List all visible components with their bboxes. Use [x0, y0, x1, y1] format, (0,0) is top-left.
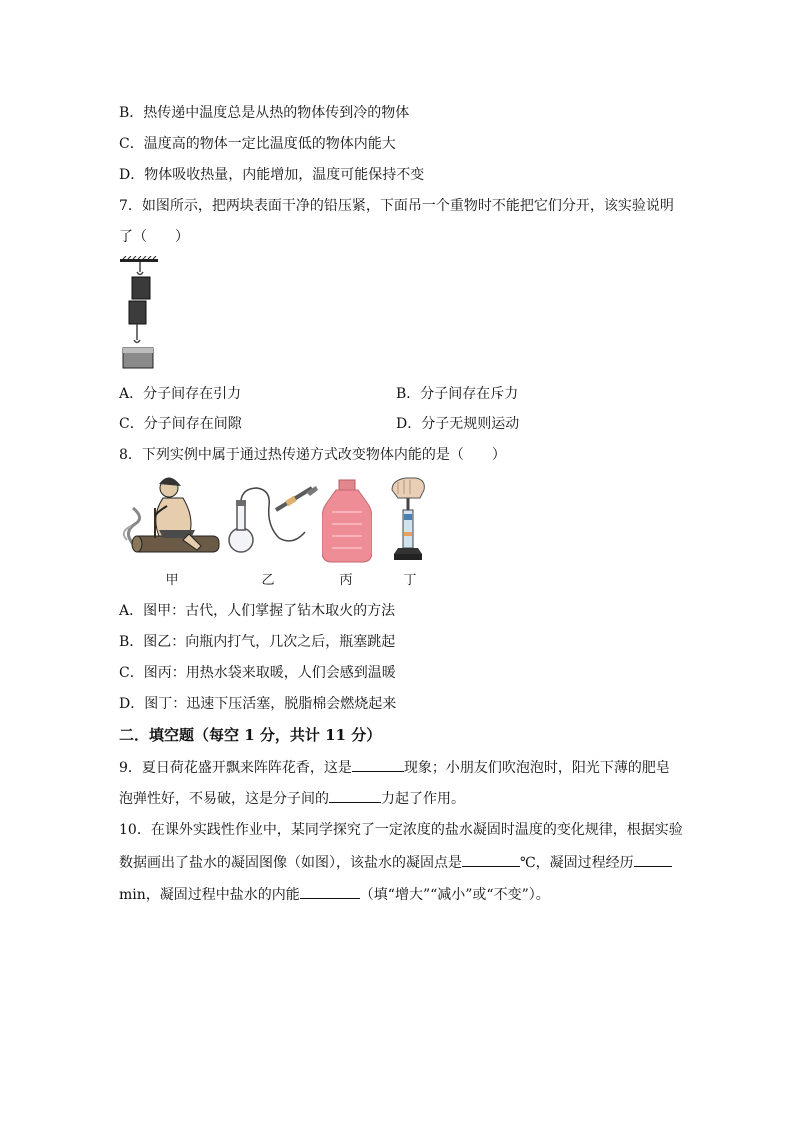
- q9-text-3: 泡弹性好，不易破，这是分子间的: [119, 791, 329, 807]
- q10-line1: 10．在课外实践性作业中，某同学探究了一定浓度的盐水凝固时温度的变化规律，根据实验: [119, 822, 683, 838]
- q8-stem: 8．下列实例中属于通过热传递方式改变物体内能的是（ ）: [119, 447, 506, 463]
- q9-text-2: 现象；小朋友们吹泡泡时，阳光下薄的肥皂: [403, 760, 670, 776]
- q7-stem-line2: 了（ ）: [119, 229, 189, 245]
- q6-option-c: C．温度高的物体一定比温度低的物体内能大: [119, 136, 396, 152]
- q10-line3: [119, 884, 550, 905]
- hot-water-bag-figure: [322, 478, 372, 564]
- q9-blank-1[interactable]: [352, 757, 404, 772]
- q7-option-b: B．分子间存在斥力: [396, 386, 519, 402]
- q10-blank-1[interactable]: [462, 852, 520, 867]
- q7-option-a: A．分子间存在引力: [119, 386, 242, 402]
- q10-text-2: ℃，凝固过程经历: [520, 855, 634, 871]
- q6-option-b: B．热传递中温度总是从热的物体传到冷的物体: [119, 105, 410, 121]
- fire-drilling-figure: [119, 476, 223, 560]
- flask-pump-figure: [228, 484, 318, 560]
- q8-option-d: D．图丁：迅速下压活塞，脱脂棉会燃烧起来: [119, 696, 397, 712]
- q8-option-c: C．图丙：用热水袋来取暖，人们会感到温暖: [119, 665, 396, 681]
- q10-blank-2[interactable]: [634, 852, 672, 867]
- q9-line2: [119, 788, 465, 809]
- caption-yi: 乙: [261, 573, 275, 588]
- caption-ding: 丁: [403, 573, 417, 588]
- q10-text-1: 数据画出了盐水的凝固图像（如图），该盐水的凝固点是: [119, 855, 462, 871]
- q7-option-c: C．分子间存在间隙: [119, 416, 242, 432]
- q8-option-b: B．图乙：向瓶内打气，几次之后，瓶塞跳起: [119, 634, 396, 650]
- section-title: 二．填空题（每空 1 分，共计 11 分）: [119, 726, 382, 744]
- q7-option-d: D．分子无规则运动: [396, 416, 520, 432]
- q10-text-4: （填“增大”“减小”或“不变”）。: [359, 887, 550, 903]
- q10-text-3: min，凝固过程中盐水的内能: [119, 887, 300, 903]
- q7-stem-line1: 7．如图所示，把两块表面干净的铅压紧，下面吊一个重物时不能把它们分开，该实验说明: [119, 198, 674, 214]
- fire-syringe-figure: [386, 476, 432, 566]
- caption-bing: 丙: [339, 573, 353, 588]
- q10-line2: [119, 852, 672, 873]
- q9-text-1: 9．夏日荷花盛开飘来阵阵花香，这是: [119, 760, 352, 776]
- q9-blank-2[interactable]: [329, 788, 381, 803]
- caption-jia: 甲: [165, 573, 179, 588]
- q10-blank-3[interactable]: [300, 884, 360, 899]
- q9-line1: [119, 757, 670, 778]
- lead-blocks-figure: [118, 256, 162, 372]
- q8-option-a: A．图甲：古代，人们掌握了钻木取火的方法: [119, 603, 396, 619]
- q6-option-d: D．物体吸收热量，内能增加，温度可能保持不变: [119, 167, 425, 183]
- q9-text-4: 力起了作用。: [381, 791, 465, 807]
